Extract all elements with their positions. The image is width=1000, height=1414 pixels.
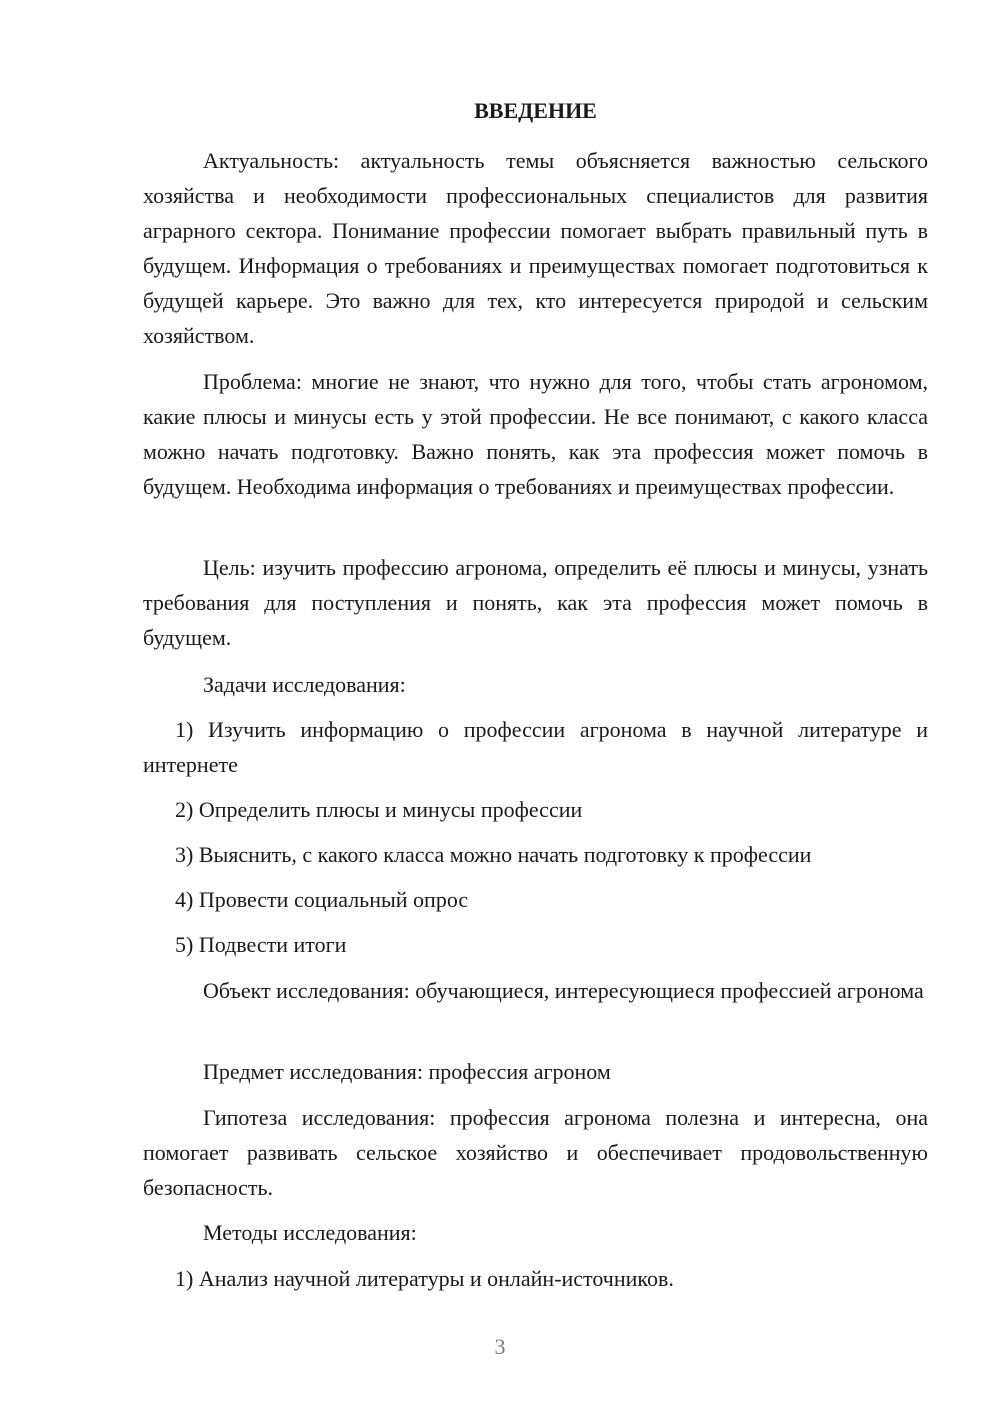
list-item-method-1: 1) Анализ научной литературы и онлайн-источников. xyxy=(175,1266,674,1291)
paragraph-methods-heading: Методы исследования: xyxy=(203,1220,417,1245)
list-item-task-2: 2) Определить плюсы и минусы профессии xyxy=(175,797,583,822)
list-item-task-3: 3) Выяснить, с какого класса можно начать подготовку к профессии xyxy=(175,842,812,867)
list-item-task-5: 5) Подвести итоги xyxy=(175,932,347,957)
paragraph-subject: Предмет исследования: профессия агроном xyxy=(203,1059,611,1084)
list-item-task-4: 4) Провести социальный опрос xyxy=(175,887,469,912)
paragraph-relevance: Актуальность: актуальность темы объясняется важностью сельского хозяйства и необходимости профессиональных специалистов для развития аграрного сектора. Понимание профессии помогает выбрать правильный путь в будущем. Информация о требованиях и преимуществах помогает подготовиться к будущей карьере. Это важно для тех, кто интересуется природой и сельским хозяйством. xyxy=(143,148,928,348)
list-item-task-1: 1) Изучить информацию о профессии агронома в научной литературе и интернете xyxy=(143,717,928,777)
paragraph-object: Объект исследования: обучающиеся, интересующиеся профессией агронома xyxy=(203,978,924,1003)
page-number: 3 xyxy=(494,1334,506,1359)
paragraph-problem: Проблема: многие не знают, что нужно для того, чтобы стать агрономом, какие плюсы и минусы есть у этой профессии. Не все понимают, с какого класса можно начать подготовку. Важно понять, как эта профессия может помочь в будущем. Необходима информация о требованиях и преимуществах профессии. xyxy=(143,369,928,499)
paragraph-tasks-heading: Задачи исследования: xyxy=(203,672,406,697)
paragraph-hypothesis: Гипотеза исследования: профессия агронома полезна и интересна, она помогает развивать сельское хозяйство и обеспечивает продовольственную безопасность. xyxy=(143,1105,928,1200)
paragraph-goal: Цель: изучить профессию агронома, определить её плюсы и минусы, узнать требования для поступления и понять, как эта профессия может помочь в будущем. xyxy=(143,555,928,650)
section-title: ВВЕДЕНИЕ xyxy=(474,98,597,123)
